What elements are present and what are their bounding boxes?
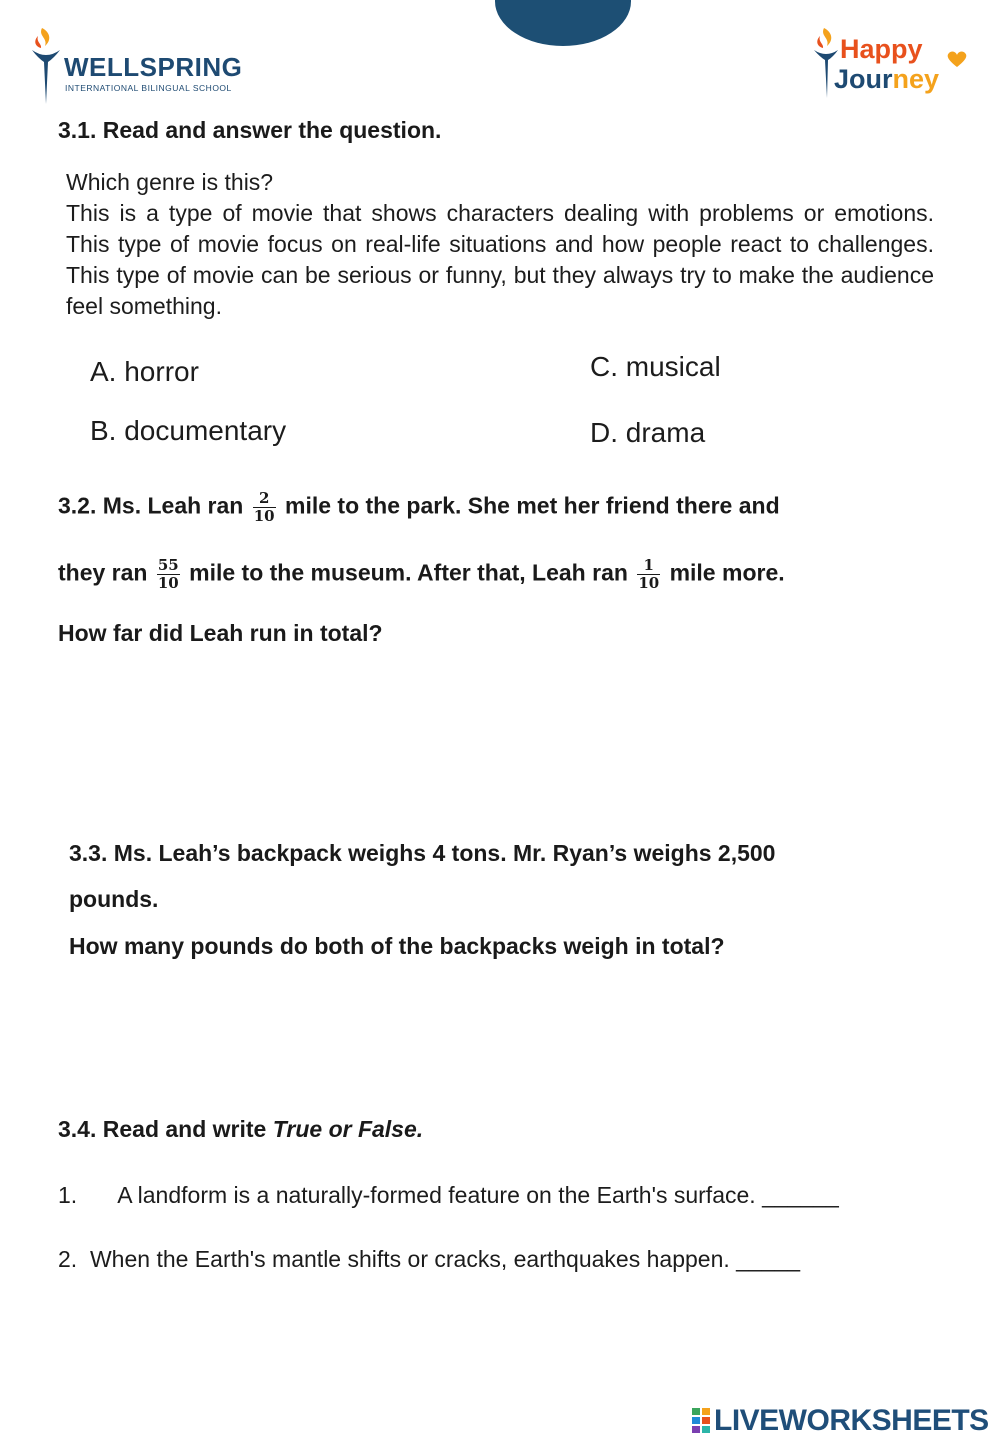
brand-grid-icon — [692, 1408, 712, 1432]
q32-fraction-3 — [637, 557, 660, 592]
q31-option-d[interactable]: D. drama — [590, 417, 706, 448]
q34-item-1[interactable] — [58, 1182, 839, 1209]
school-name: WELLSPRING — [64, 52, 243, 82]
logo-word-journey — [834, 64, 939, 95]
q33-line-1: 3.3. Ms. Leah’s backpack weighs 4 tons. Mr. Ryan’s weighs 2,500 — [69, 840, 776, 866]
q32-line-3: How far did Leah run in total? — [58, 620, 383, 646]
header-tab-decoration — [495, 0, 631, 46]
brand-name: LIVEWORKSHEETS — [714, 1404, 989, 1437]
torch-icon — [28, 24, 68, 108]
q31-option-b[interactable]: B. documentary — [90, 415, 287, 446]
q31-option-c[interactable]: C. musical — [590, 351, 721, 382]
q32-line-2 — [58, 557, 785, 592]
q34-heading-text: 3.4. Read and write — [58, 1116, 273, 1142]
q32-text-1a: 3.2. Ms. Leah ran — [58, 492, 244, 519]
q31-heading: 3.1. Read and answer the question. — [58, 117, 442, 143]
q32-fraction-1 — [253, 490, 276, 525]
q33-line-3: How many pounds do both of the backpacks weigh in total? — [69, 933, 725, 959]
fraction-denominator: 10 — [638, 574, 660, 592]
fraction-numerator: 55 — [157, 556, 179, 574]
q32-text-2a: they ran — [58, 559, 148, 586]
q31-option-a[interactable]: A. horror — [90, 356, 199, 387]
heart-icon — [946, 50, 968, 68]
q34-item-2-text: When the Earth's mantle shifts or cracks, earthquakes happen. _____ — [89, 1246, 801, 1272]
q34-heading-emphasis: True or False. — [272, 1116, 424, 1142]
fraction-denominator: 10 — [157, 574, 179, 592]
q32-text-2c: mile more. — [669, 559, 785, 586]
logo-word-journey-b: ney — [892, 64, 940, 94]
fraction-denominator: 10 — [253, 507, 275, 525]
q34-item-2[interactable] — [58, 1246, 800, 1273]
q32-fraction-2 — [157, 557, 180, 592]
liveworksheets-brand — [692, 1404, 992, 1438]
fraction-numerator: 1 — [637, 557, 660, 575]
school-subtitle: INTERNATIONAL BILINGUAL SCHOOL — [65, 83, 232, 93]
q32-text-2b: mile to the museum. After that, Leah ran — [189, 559, 628, 586]
fraction-numerator: 2 — [253, 490, 276, 508]
q34-item-2-number: 2. — [58, 1246, 78, 1272]
q31-passage-block — [66, 167, 934, 322]
q34-heading — [58, 1116, 423, 1143]
q34-item-1-number: 1. — [58, 1182, 78, 1208]
q32-line-1 — [58, 490, 780, 525]
happy-journey-logo — [812, 26, 972, 106]
q31-prompt: Which genre is this? — [66, 169, 274, 195]
q31-passage: This is a type of movie that shows characters dealing with problems or emotions. This type of movie focus on real-life situations and how people react to challenges. This type of movie can be serious or funny, but they always try to make the audience feel something. — [66, 200, 934, 319]
logo-word-happy: Happy — [840, 34, 923, 64]
wellspring-logo — [28, 24, 258, 108]
q33-line-2: pounds. — [69, 886, 159, 912]
q32-text-1b: mile to the park. She met her friend there and — [285, 492, 780, 519]
logo-word-journey-a: Jour — [834, 64, 893, 94]
q34-item-1-text: A landform is a naturally-formed feature on the Earth's surface. ______ — [117, 1182, 839, 1208]
